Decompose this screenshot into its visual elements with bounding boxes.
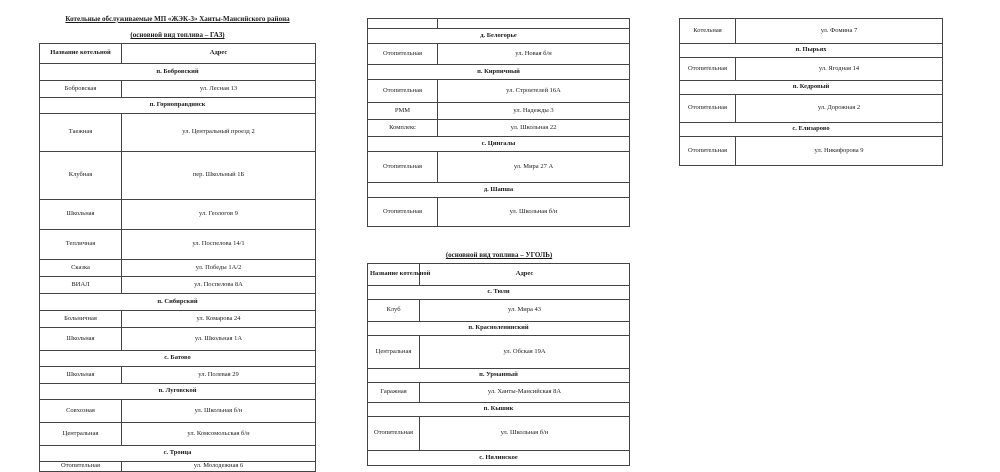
boiler-address: ул. Школьная б/н — [438, 198, 630, 227]
boiler-name: Школьная — [40, 200, 122, 230]
settlement-row — [368, 322, 630, 336]
table-row — [40, 328, 316, 351]
boiler-address: ул. Комсомольская б/н — [122, 423, 316, 446]
boiler-name — [368, 19, 438, 29]
boiler-address: ул. Полевая 29 — [122, 367, 316, 384]
table-row — [40, 230, 316, 260]
settlement-row — [40, 446, 316, 462]
boiler-address — [438, 19, 630, 29]
boiler-address: ул. Комарова 24 — [122, 311, 316, 328]
boiler-address: пер. Школьный 1Б — [122, 152, 316, 200]
settlement-name: с. Цингалы — [368, 137, 630, 152]
boiler-address: ул. Мира 27 А — [438, 152, 630, 183]
settlement-row — [40, 294, 316, 311]
settlement-name: д. Белогорье — [368, 29, 630, 44]
table-row — [40, 311, 316, 328]
header-address: Адрес — [420, 264, 630, 286]
settlement-name: с. Елизарово — [680, 123, 943, 137]
boiler-name: Совхозная — [40, 400, 122, 423]
settlement-row — [368, 183, 630, 198]
boiler-address: ул. Школьная 1А — [122, 328, 316, 351]
coal-boilers-table — [367, 263, 630, 466]
settlement-name: п. Пырьях — [680, 44, 943, 58]
table-row — [368, 152, 630, 183]
boiler-name: ВИАЛ — [40, 277, 122, 294]
table-row — [680, 19, 943, 44]
boiler-address: ул. Поспелова 8А — [122, 277, 316, 294]
settlement-row — [680, 44, 943, 58]
table-row — [40, 277, 316, 294]
boiler-name: Бобровская — [40, 81, 122, 98]
boiler-address: ул. Мира 43 — [420, 300, 630, 322]
header-address: Адрес — [122, 44, 316, 64]
settlement-row — [368, 29, 630, 44]
boiler-name: Отопительная — [680, 58, 736, 81]
table-row — [680, 95, 943, 123]
settlement-row — [40, 384, 316, 400]
boiler-name: Котельная — [680, 19, 736, 44]
table-row — [40, 260, 316, 277]
settlement-row — [40, 64, 316, 81]
gas-boilers-table-3 — [679, 18, 943, 166]
settlement-name: с. Батово — [40, 351, 316, 367]
header-name: Название котельной — [368, 264, 420, 286]
boiler-name: Отопительная — [368, 198, 438, 227]
table-row — [368, 19, 630, 29]
table-row — [368, 336, 630, 369]
table-row — [368, 198, 630, 227]
boiler-name: Клубная — [40, 152, 122, 200]
settlement-row — [368, 451, 630, 466]
table-row — [40, 152, 316, 200]
boiler-name: Школьная — [40, 328, 122, 351]
coal-fuel-subtitle: (основной вид топлива – УГОЛЬ) — [445, 251, 553, 259]
boiler-name: Отопительная — [368, 152, 438, 183]
boiler-address: ул. Строителей 16А — [438, 80, 630, 103]
boiler-name: Центральная — [40, 423, 122, 446]
table-row — [368, 103, 630, 120]
boiler-address: ул. Поспелова 14/1 — [122, 230, 316, 260]
settlement-name: п. Сибирский — [40, 294, 316, 311]
settlement-name: с. Троица — [40, 446, 316, 462]
table-row — [368, 120, 630, 137]
boiler-address: ул. Никифорова 9 — [736, 137, 943, 166]
table-row — [680, 58, 943, 81]
header-name: Название котельной — [40, 44, 122, 64]
boiler-address: ул. Школьная б/н — [420, 417, 630, 451]
settlement-name: п. Горноправдинск — [40, 98, 316, 114]
settlement-name: п. Урманный — [368, 369, 630, 383]
table-row — [40, 367, 316, 384]
table-row — [40, 400, 316, 423]
boiler-address: ул. Геологов 9 — [122, 200, 316, 230]
boiler-address: ул. Школьная б/н — [122, 400, 316, 423]
settlement-row — [368, 286, 630, 300]
settlement-row — [40, 351, 316, 367]
boiler-name: Отопительная — [368, 80, 438, 103]
boiler-address: ул. Лесная 13 — [122, 81, 316, 98]
boiler-name: Отопительная — [680, 137, 736, 166]
boiler-name: РММ — [368, 103, 438, 120]
table-row — [368, 383, 630, 403]
boiler-name: Гаражная — [368, 383, 420, 403]
boiler-name: Центральная — [368, 336, 420, 369]
boiler-name: Больничная — [40, 311, 122, 328]
table-row — [40, 81, 316, 98]
gas-fuel-subtitle: (основной вид топлива – ГАЗ) — [130, 31, 225, 39]
boiler-name: Таежная — [40, 114, 122, 152]
boiler-name: Клуб — [368, 300, 420, 322]
settlement-name: д. Шапша — [368, 183, 630, 198]
settlement-row — [368, 137, 630, 152]
settlement-name: п. Кедровый — [680, 81, 943, 95]
boiler-address: ул. Центральный проезд 2 — [122, 114, 316, 152]
boiler-name: Сказка — [40, 260, 122, 277]
settlement-name: п. Кышик — [368, 403, 630, 417]
table-row — [680, 137, 943, 166]
boiler-address: ул. Победы 1А/2 — [122, 260, 316, 277]
settlement-row — [40, 98, 316, 114]
table-row — [368, 80, 630, 103]
settlement-name: с. Нялинское — [368, 451, 630, 466]
boiler-address: ул. Дорожная 2 — [736, 95, 943, 123]
settlement-row — [368, 65, 630, 80]
boiler-name: Школьная — [40, 367, 122, 384]
boiler-name: Отопительная — [368, 44, 438, 65]
settlement-row — [368, 369, 630, 383]
boiler-name: Тепличная — [40, 230, 122, 260]
boiler-name: Отопительная — [368, 417, 420, 451]
gas-table-title: Котельные обслуживаемые МП «ЖЭК-3» Ханты-Мансийского района — [65, 15, 290, 23]
table-row — [40, 423, 316, 446]
boiler-address: ул. Ягодная 14 — [736, 58, 943, 81]
settlement-name: п. Бобровский — [40, 64, 316, 81]
table-row — [368, 300, 630, 322]
table-row — [368, 44, 630, 65]
boiler-address: ул. Ханты-Мансийская 8А — [420, 383, 630, 403]
boiler-address: ул. Новая б/н — [438, 44, 630, 65]
settlement-row — [368, 403, 630, 417]
table-row — [40, 462, 316, 472]
boiler-name: Отопительная — [40, 462, 122, 472]
table-row — [368, 417, 630, 451]
boiler-name: Комплекс — [368, 120, 438, 137]
settlement-name: п. Красноленинский — [368, 322, 630, 336]
settlement-name: п. Луговской — [40, 384, 316, 400]
gas-boilers-table-1 — [39, 43, 316, 472]
settlement-row — [680, 81, 943, 95]
table-row — [40, 114, 316, 152]
boiler-address: ул. Обская 19А — [420, 336, 630, 369]
boiler-address: ул. Надежды 3 — [438, 103, 630, 120]
settlement-name: с. Тюли — [368, 286, 630, 300]
boiler-address: ул. Школьная 22 — [438, 120, 630, 137]
gas-boilers-table-2 — [367, 18, 630, 227]
boiler-name: Отопительная — [680, 95, 736, 123]
table-row — [40, 200, 316, 230]
boiler-address: ул. Молодежная 6 — [122, 462, 316, 472]
settlement-name: п. Кирпичный — [368, 65, 630, 80]
settlement-row — [680, 123, 943, 137]
boiler-address: ул. Фомина 7 — [736, 19, 943, 44]
